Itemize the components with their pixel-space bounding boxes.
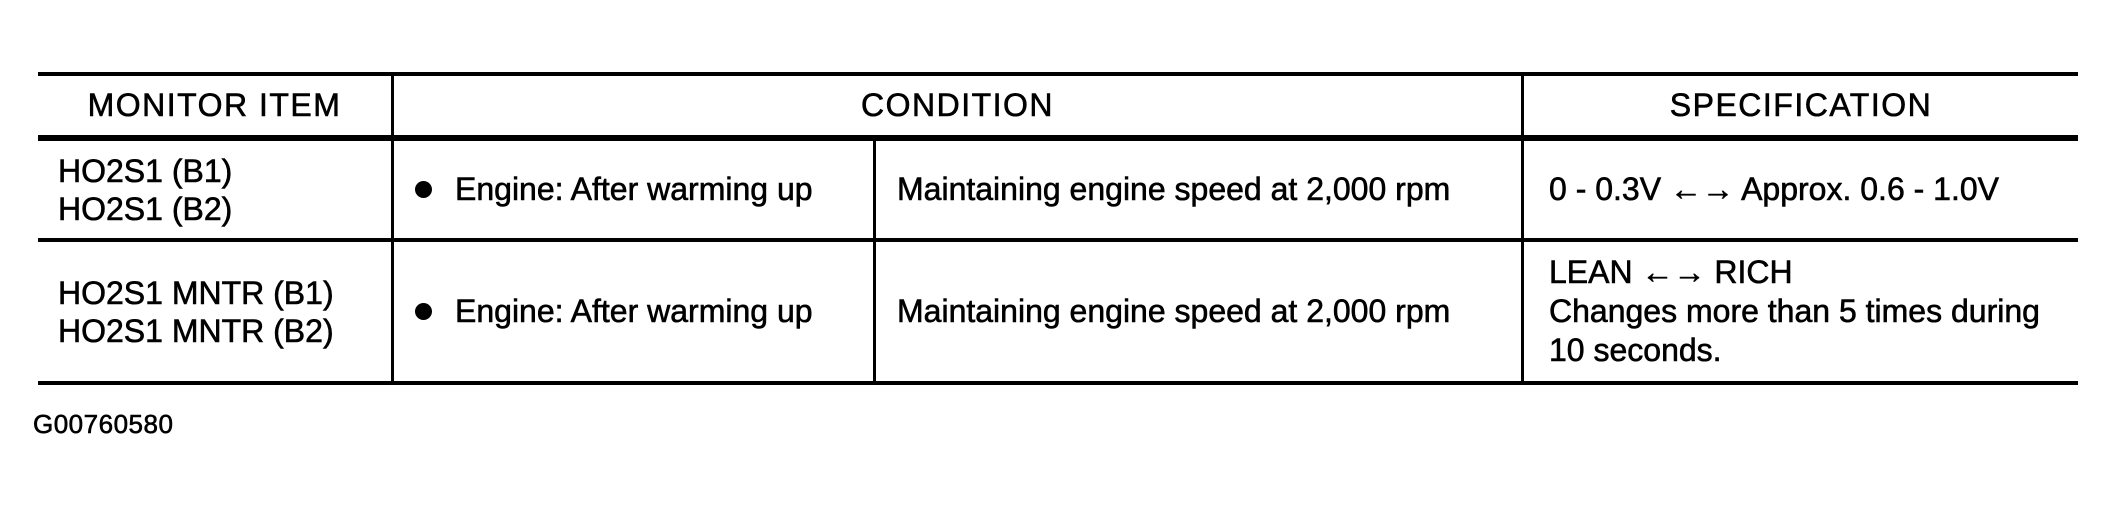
row2-condition-engine-cell: [415, 242, 860, 381]
row1-condition-detail-text: Maintaining engine speed at 2,000 rpm: [897, 171, 1451, 207]
row2-monitor-item-cell: [58, 242, 388, 381]
column-header-monitor-item-label: MONITOR ITEM: [87, 87, 342, 123]
row2-specification-line2: Changes more than 5 times during: [1549, 293, 2040, 329]
column-header-monitor-item: [38, 76, 391, 135]
column-header-condition: [394, 76, 1521, 135]
row1-condition-engine-text: Engine: After warming up: [455, 171, 813, 207]
row1-specification-cell: [1549, 141, 2074, 238]
table-border-condition-subdivider: [873, 135, 876, 385]
column-header-specification: [1524, 76, 2078, 135]
column-header-condition-label: CONDITION: [860, 87, 1055, 123]
row1-specification-text: 0 - 0.3V ←→ Approx. 0.6 - 1.0V: [1549, 171, 1999, 207]
row1-condition-engine-cell: [415, 141, 860, 238]
figure-id: G00760580: [33, 409, 174, 439]
bullet-icon: [415, 181, 432, 198]
row2-monitor-item-line1: HO2S1 MNTR (B1): [58, 274, 334, 311]
table-border-bottom: [38, 381, 2078, 385]
row2-monitor-item-line2: HO2S1 MNTR (B2): [58, 312, 334, 349]
row1-monitor-item-line2: HO2S1 (B2): [58, 190, 233, 227]
row2-condition-detail-cell: [897, 242, 1512, 381]
bullet-icon: [415, 303, 432, 320]
row2-specification-line1: LEAN ←→ RICH: [1549, 254, 1793, 290]
row2-specification-line3: 10 seconds.: [1549, 332, 1722, 368]
row2-condition-detail-text: Maintaining engine speed at 2,000 rpm: [897, 293, 1451, 329]
row1-monitor-item-line1: HO2S1 (B1): [58, 152, 233, 189]
row2-condition-engine-text: Engine: After warming up: [455, 293, 813, 329]
row2-specification-cell: [1549, 242, 2074, 381]
row1-monitor-item-cell: [58, 141, 388, 238]
row1-condition-detail-cell: [897, 141, 1512, 238]
column-header-specification-label: SPECIFICATION: [1669, 87, 1933, 123]
